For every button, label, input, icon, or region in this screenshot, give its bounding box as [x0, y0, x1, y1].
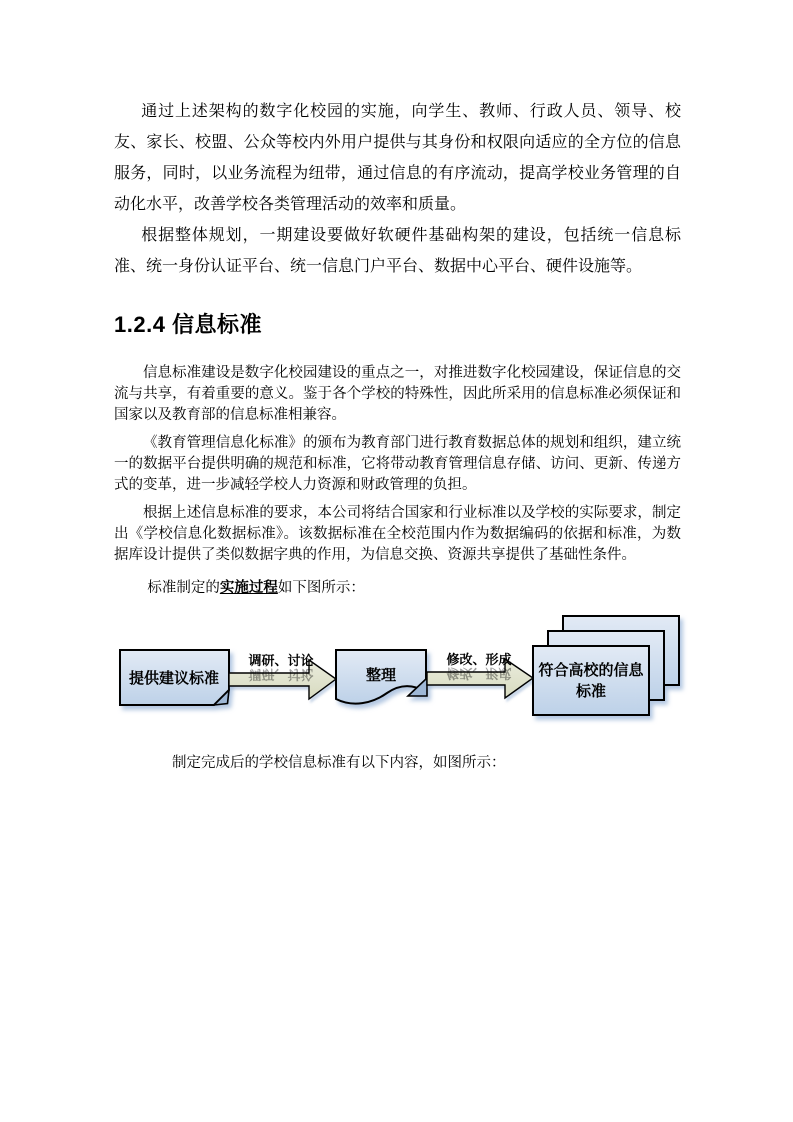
- result-standard-stack: [533, 616, 679, 715]
- process-note: [114, 578, 681, 599]
- figure-caption: 制定完成后的学校信息标准有以下内容，如图所示：: [172, 755, 506, 771]
- result-standard-label-line2: 标准: [575, 683, 607, 700]
- paragraph-school-standard: 根据上述信息标准的要求，本公司将结合国家和行业标准以及学校的实际要求，制定出《学校信息化数据标准》。该数据标准在全校范围内作为数据编码的依据和标准，为数据库设计提供了类似数据字典的作用，为信息交换、资源共享提供了基础性条件。: [114, 505, 681, 563]
- process-flow-diagram: [114, 608, 681, 751]
- arrow-2-label: 修改、形成: [446, 652, 512, 667]
- paragraph-overview: 通过上述架构的数字化校园的实施，向学生、教师、行政人员、领导、校友、家长、校盟、公众等校内外用户提供与其身份和权限向适应的全方位的信息服务，同时，以业务流程为纽带，通过信息的有序流动，提高学校业务管理的自动化水平，改善学校各类管理活动的效率和质量。: [114, 103, 681, 213]
- provide-standard-label: 提供建议标准: [128, 670, 220, 687]
- result-standard-label-line1: 符合高校的信息: [538, 662, 644, 679]
- paragraph-edu-standard: 《教育管理信息化标准》的颁布为教育部门进行教育数据总体的规划和组织，建立统一的数据平台提供明确的规范和标准，它将带动教育管理信息存储、访问、更新、传递方式的变革，进一步减轻学校人力资源和财政管理的负担。: [114, 435, 681, 493]
- process-note-prefix: 标准制定的: [147, 580, 220, 596]
- section-heading-1-2-4: 1.2.4 信息标准: [114, 312, 263, 337]
- process-flow-svg: [114, 608, 694, 746]
- process-note-emphasis: 实施过程: [219, 580, 278, 596]
- arrow-2-label-reflection: 修改、形成: [446, 666, 512, 681]
- organize-document-shape: [336, 650, 427, 704]
- paragraph-standard-importance: 信息标准建设是数字化校园建设的重点之一，对推进数字化校园建设，保证信息的交流与共享，有着重要的意义。鉴于各个学校的特殊性，因此所采用的信息标准必须保证和国家以及教育部的信息标准相兼容。: [114, 365, 681, 423]
- arrow-1-label: 调研、讨论: [248, 653, 314, 668]
- process-note-suffix: 如下图所示：: [277, 580, 365, 596]
- arrow-1-label-reflection: 调研、讨论: [248, 667, 314, 682]
- paragraph-phase1-plan: 根据整体规划，一期建设要做好软硬件基础构架的建设，包括统一信息标准、统一身份认证平台、统一信息门户平台、数据中心平台、硬件设施等。: [114, 227, 681, 275]
- provide-standard-box: [120, 650, 229, 705]
- stack-sheet-front: [533, 646, 649, 715]
- organize-label: 整理: [365, 667, 397, 684]
